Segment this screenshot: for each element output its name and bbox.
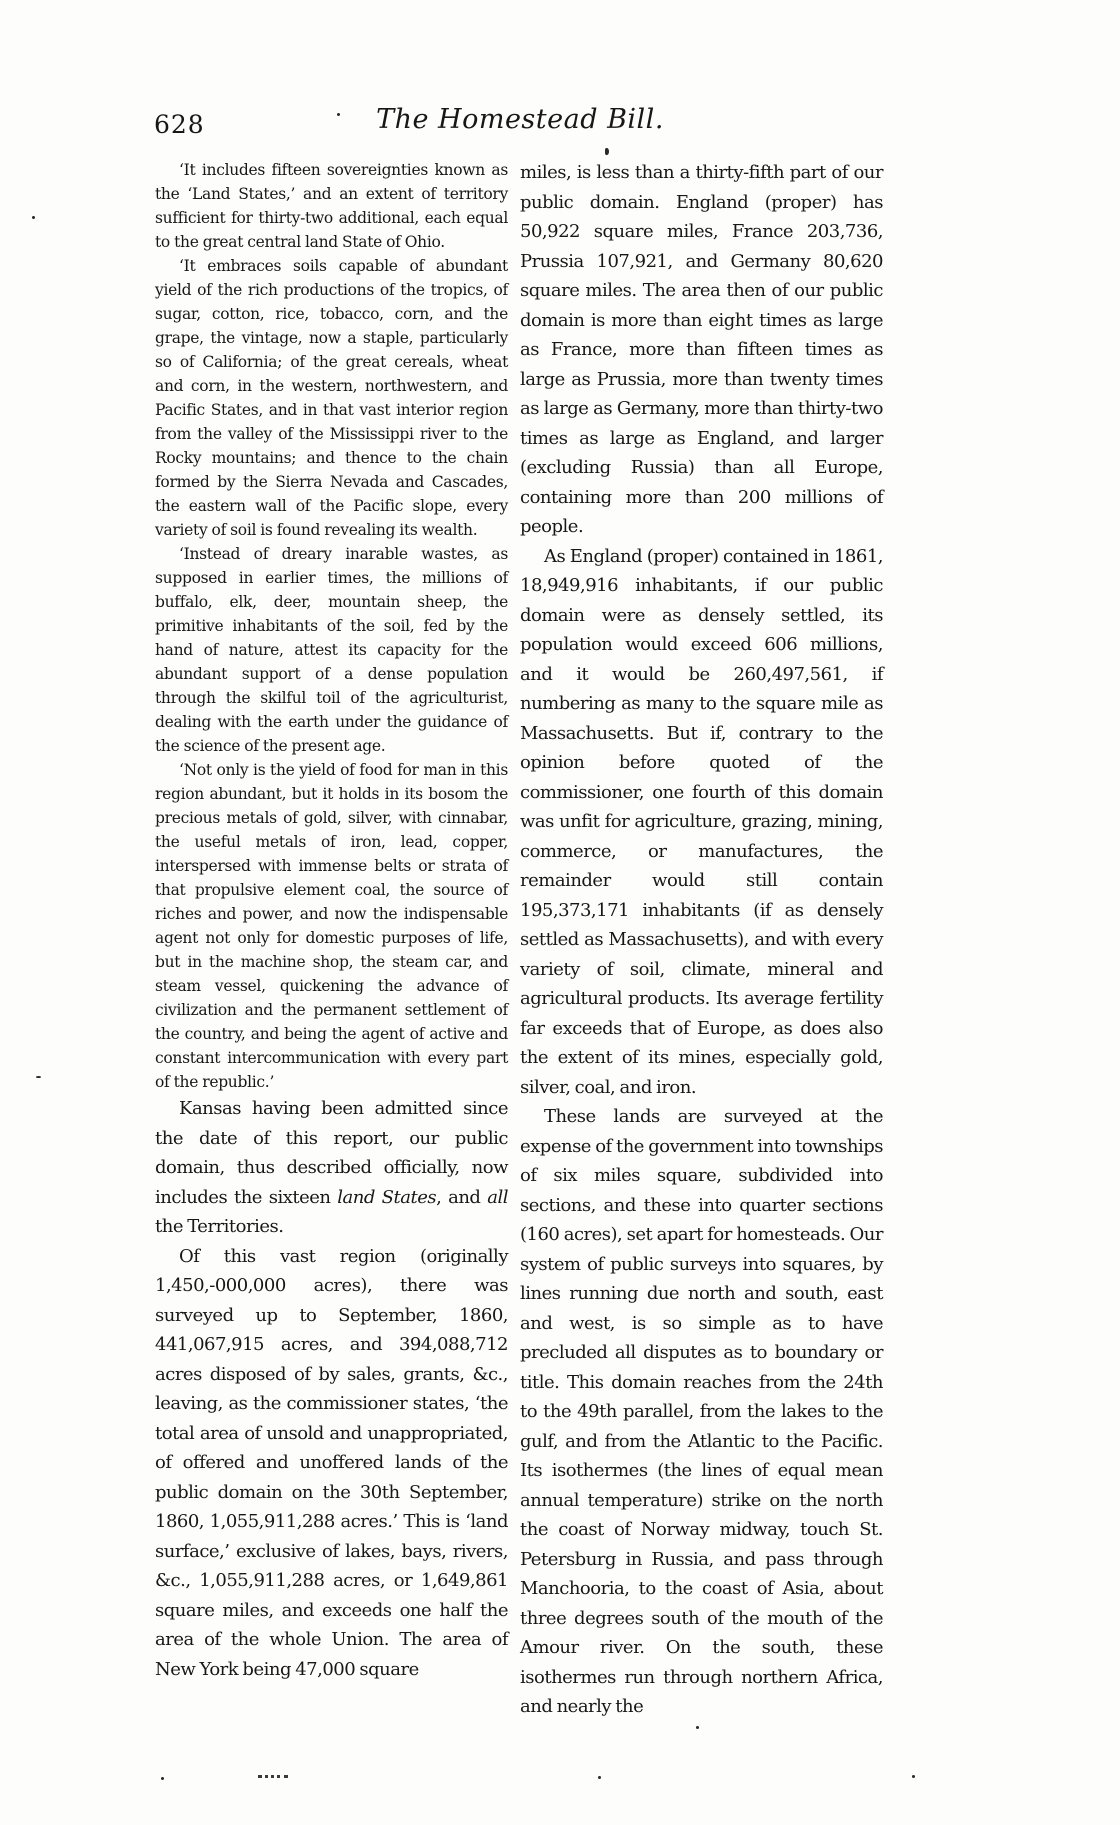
scan-speck <box>161 1777 164 1780</box>
left-column <box>155 158 508 1684</box>
quote-paragraph: ‘It embraces soils capable of abundant yield of the rich productions of the tropics, of sugar, cotton, rice, tobacco, corn, and the grape, the vintage, now a staple, particularly so of California; of the great cereals, wheat and corn, in the western, northwestern, and Pacific States, and in that vast interior region from the valley of the Mississippi river to the Rocky mountains; and thence to the chain formed by the Sierra Nevada and Cascades, the eastern wall of the Pacific slope, every variety of soil is found revealing its wealth. <box>155 257 508 539</box>
body-paragraph: Of this vast region (originally 1,450,-000,000 acres), there was surveyed up to September, 1860, 441,067,915 acres, and 394,088,712 acres disposed of by sales, grants, &c., leaving, as the commissioner states, ‘the total area of unsold and unappropriated, of offered and unoffered lands of the public domain on the 30th September, 1860, 1,055,911,288 acres.’ This is ‘land surface,’ exclusive of lakes, bays, rivers, &c., 1,055,911,288 acres, or 1,649,861 square miles, and exceeds one half the area of the whole Union. The area of New York being 47,000 square <box>155 1245 508 1680</box>
body-paragraph: Kansas having been admitted since the date of this report, our public domain, thus described officially, now includes the sixteen land States, and all the Territories. <box>155 1098 508 1237</box>
scan-speck <box>912 1775 915 1778</box>
quote-paragraph: ‘It includes fifteen sovereignties known as the ‘Land States,’ and an extent of territory sufficient for thirty-two additional, each equal to the great central land State of Ohio. <box>155 161 508 251</box>
page-number: 628 <box>154 110 205 139</box>
scan-speck <box>605 148 609 155</box>
quote-paragraph: ‘Not only is the yield of food for man in this region abundant, but it holds in its bosom the precious metals of gold, silver, with cinnabar, the useful metals of iron, lead, copper, interspersed with immense belts or strata of that propulsive element coal, the source of riches and power, and now the indispensable agent not only for domestic purposes of life, but in the machine shop, the steam car, and steam vessel, quickening the advance of civilization and the permanent settlement of the country, and being the agent of active and constant intercommunication with every part of the republic.’ <box>155 761 508 1091</box>
scan-speck <box>696 1726 699 1729</box>
body-paragraph: These lands are surveyed at the expense of the government into townships of six miles square, subdivided into sections, and these into quarter sections (160 acres), set apart for homesteads. Our system of public surveys into squares, by lines running due north and south, east and west, is so simple as to have precluded all disputes as to boundary or title. This domain reaches from the 24th to the 49th parallel, from the lakes to the gulf, and from the Atlantic to the Pacific. Its isothermes (the lines of equal mean annual temperature) strike on the north the coast of Norway midway, touch St. Petersburg in Russia, and pass through Manchooria, to the coast of Asia, about three degrees south of the mouth of the Amour river. On the south, these isothermes run through northern Africa, and nearly the <box>520 1106 883 1717</box>
scan-speck <box>598 1776 601 1779</box>
body-paragraph: miles, is less than a thirty-fifth part of our public domain. England (proper) has 50,922 square miles, France 203,736, Prussia 107,921, and Germany 80,620 square miles. The area then of our public domain is more than eight times as large as France, more than fifteen times as large as Prussia, more than twenty times as large as Germany, more than thirty-two times as large as England, and larger (excluding Russia) than all Europe, containing more than 200 millions of people. <box>520 162 883 537</box>
running-title: The Homestead Bill. <box>376 104 664 135</box>
scan-speck <box>337 113 340 116</box>
right-column <box>520 158 883 1722</box>
scan-dotted-artifact <box>258 1775 288 1778</box>
scan-speck <box>32 216 35 219</box>
body-paragraph: As England (proper) contained in 1861, 18,949,916 inhabitants, if our public domain were as densely settled, its population would exceed 606 millions, and it would be 260,497,561, if numbering as many to the square mile as Massachusetts. But if, contrary to the opinion before quoted of the commissioner, one fourth of this domain was unfit for agriculture, grazing, mining, commerce, or manufactures, the remainder would still contain 195,373,171 inhabitants (if as densely settled as Massachusetts), and with every variety of soil, climate, mineral and agricultural products. Its average fertility far exceeds that of Europe, as does also the extent of its mines, especially gold, silver, coal, and iron. <box>520 545 883 1098</box>
scan-speck <box>36 1076 41 1078</box>
quote-paragraph: ‘Instead of dreary inarable wastes, as supposed in earlier times, the millions of buffalo, elk, deer, mountain sheep, the primitive inhabitants of the soil, fed by the hand of nature, attest its capacity for the abundant support of a dense population through the skilful toil of the agriculturist, dealing with the earth under the guidance of the science of the present age. <box>155 545 508 755</box>
